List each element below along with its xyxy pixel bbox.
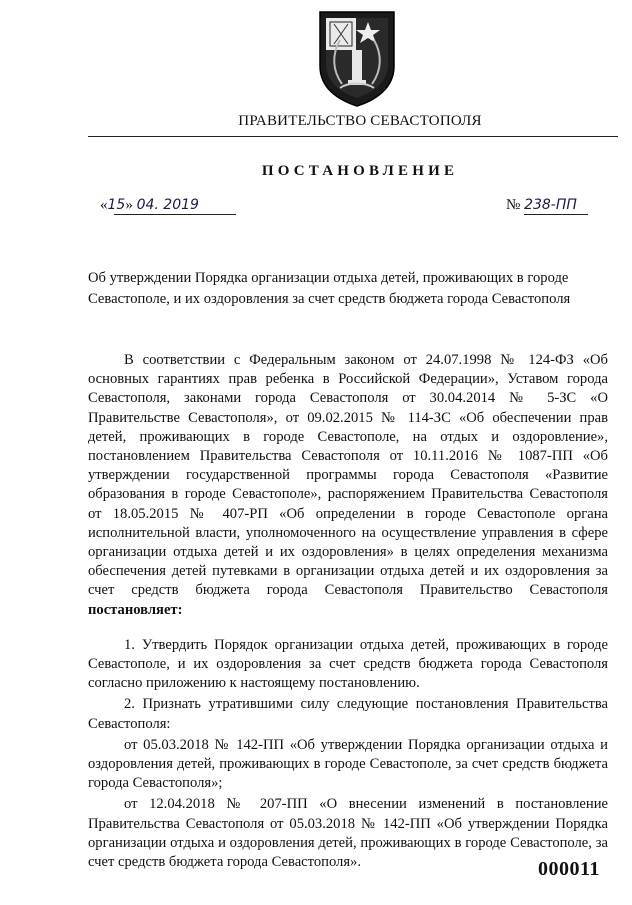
date-close-quote: » <box>125 197 133 213</box>
document-subject: Об утверждении Порядка организации отдыха детей, проживающих в городе Севастополе, и их оздоровления за счет средств бюджета города Севастополя <box>88 270 571 307</box>
date-underline <box>114 214 236 215</box>
document-type: ПОСТАНОВЛЕНИЕ <box>261 163 459 179</box>
preamble-text: В соответствии с Федеральным законом от 24.07.1998 № 124-ФЗ «Об основных гарантиях прав ребенка в Российской Федерации», Уставом города Севастополя, законами города Севастополя от 30.04.2014 № 5-ЗС «О Правительстве Севастополя», от 09.02.2015 № 114-ЗС «Об обеспечении прав детей, проживающих в городе Севастополе, на отдых и оздоровление», постановлением Правительства Севастополя от 10.11.2016 № 1087-ПП «Об утверждении государственной программы города Севастополя «Развитие образования в городе Севастополе», распоряжением Правительства Севастополя от 18.05.2015 № 407-РП «Об определении в городе Севастополе органа исполнительной власти, уполномоченного на осуществление управления в сфере организации отдыха детей и их оздоровления» в целях определения механизма обеспечения детей путевками в организации отдыха детей и их оздоровления за счет средств бюджета города Севастополя Правительство Севастополя <box>88 352 608 599</box>
document-date <box>100 197 240 214</box>
document-body <box>88 351 608 872</box>
number-value: 238-ПП <box>524 197 577 213</box>
preamble-paragraph <box>88 351 608 620</box>
item-2-paragraph: 2. Признать утратившими силу следующие постановления Правительства Севастополя: <box>88 696 608 732</box>
item-2b-paragraph: от 12.04.2018 № 207-ПП «О внесении изменений в постановление Правительства Севастополя от 05.03.2018 № 142-ПП «Об утверждении Порядка организации отдыха и оздоровления детей, проживающих в городе Севастополе, за счет средств бюджета города Севастополя». <box>88 796 608 871</box>
date-month-year: 04. 2019 <box>136 197 199 213</box>
organization-title: ПРАВИТЕЛЬСТВО СЕВАСТОПОЛЯ <box>238 113 482 129</box>
date-open-quote: « <box>100 197 108 213</box>
title-divider <box>88 136 618 137</box>
preamble-resolution: постановляет: <box>88 601 183 618</box>
date-day: 15 <box>107 197 126 213</box>
sheet-number: 000011 <box>538 858 600 880</box>
number-underline <box>524 214 588 215</box>
document-number <box>506 197 577 214</box>
number-prefix: № <box>506 197 521 213</box>
item-2a-paragraph: от 05.03.2018 № 142-ПП «Об утверждении Порядка организации отдыха и оздоровления детей, проживающих в городе Севастополе, за счет средств бюджета города Севастополя»; <box>88 736 608 792</box>
item-1-paragraph: 1. Утвердить Порядок организации отдыха детей, проживающих в городе Севастополе, и их оздоровления за счет средств бюджета города Севастополя согласно приложению к настоящему постановлению. <box>88 636 608 692</box>
sevastopol-coat-of-arms-icon <box>318 10 396 108</box>
